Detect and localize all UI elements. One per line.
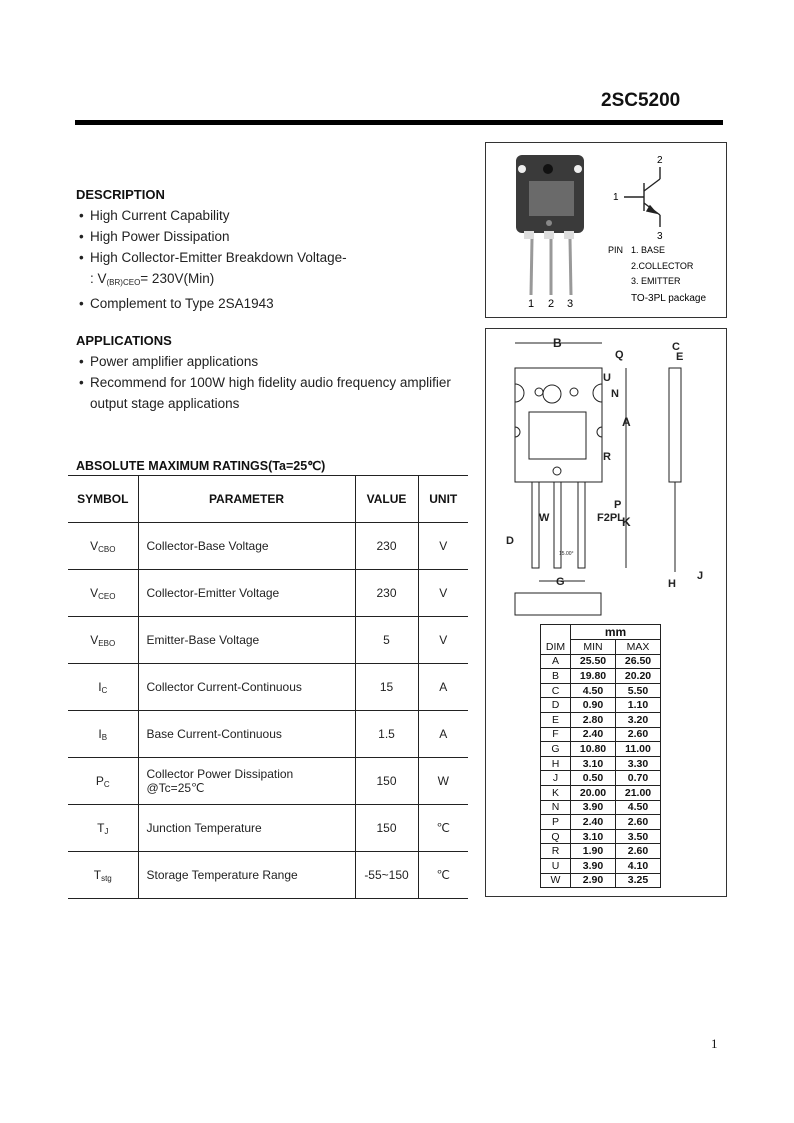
parameter-condition: @Tc=25℃ [146, 781, 205, 795]
ratings-title: ABSOLUTE MAXIMUM RATINGS(Ta=25℃) [76, 459, 326, 473]
item-text: High Current Capability [90, 208, 230, 223]
symbol-sub: B [101, 732, 108, 742]
dim-label: H [668, 578, 676, 590]
dim-min: 2.80 [571, 712, 616, 727]
symbol-sub: CBO [98, 544, 116, 554]
value: 1.5 [355, 711, 418, 758]
parameter-text: Collector Power Dissipation [146, 767, 294, 781]
table-row [68, 711, 468, 758]
dim-label: A [622, 415, 631, 429]
vbr-prefix: : V [90, 271, 107, 286]
parameter [138, 758, 355, 805]
col-min: MIN [571, 640, 616, 655]
col-symbol: SYMBOL [68, 476, 138, 523]
dim-max: 2.60 [616, 844, 661, 859]
dim-label: F2PL [597, 512, 624, 524]
package-name: TO-3PL package [631, 293, 707, 304]
dim-letter: E [541, 712, 571, 727]
list-item: • Complement to Type 2SA1943 [79, 296, 274, 311]
parameter-text: Storage Temperature Range [146, 868, 298, 882]
symbol-sub: CEO [98, 591, 116, 601]
dim-letter: P [541, 815, 571, 830]
pin-title: PIN [608, 245, 624, 255]
pin-label: 1 [528, 298, 535, 310]
item-text: output stage applications [90, 396, 240, 411]
value: 150 [355, 758, 418, 805]
package-photo [486, 143, 726, 317]
value: 230 [355, 570, 418, 617]
dim-label: E [676, 351, 684, 363]
dim-letter: G [541, 742, 571, 757]
dim-max: 2.60 [616, 815, 661, 830]
unit: V [418, 523, 468, 570]
pin-base: 1. BASE [631, 245, 666, 255]
dim-min: 0.50 [571, 771, 616, 786]
list-item: • High Power Dissipation [79, 229, 230, 244]
dim-label: U [603, 372, 611, 384]
dim-letter: U [541, 858, 571, 873]
dim-min: 2.90 [571, 873, 616, 888]
dim-letter: R [541, 844, 571, 859]
lead-3 [570, 239, 571, 295]
table-row [68, 570, 468, 617]
table-header [68, 476, 468, 523]
dim-max: 4.50 [616, 800, 661, 815]
table-row [68, 664, 468, 711]
symbol [68, 758, 138, 805]
parameter-text: Base Current-Continuous [146, 727, 282, 741]
dim-unit-row [541, 625, 661, 640]
dim-label: G [556, 576, 565, 588]
dim-max: 4.10 [616, 858, 661, 873]
unit: V [418, 570, 468, 617]
page-number: 1 [711, 1036, 718, 1051]
symbol [68, 617, 138, 664]
symbol [68, 570, 138, 617]
vbr-line [76, 268, 347, 293]
dim-max: 0.70 [616, 771, 661, 786]
dim-max: 3.30 [616, 756, 661, 771]
table-row [68, 523, 468, 570]
dim-max: 26.50 [616, 654, 661, 669]
dim-row [541, 771, 661, 786]
dim-letter: A [541, 654, 571, 669]
lead-1 [531, 239, 532, 295]
dim-max: 2.60 [616, 727, 661, 742]
description-list [76, 205, 347, 314]
symbol-sub: stg [101, 873, 112, 883]
dim-label: C [672, 341, 680, 353]
dim-letter: Q [541, 829, 571, 844]
npn-symbol-icon [624, 167, 660, 227]
dim-min: 1.90 [571, 844, 616, 859]
symbol-pin-1: 1 [613, 192, 619, 203]
symbol-pin-3: 3 [657, 231, 663, 242]
dim-min: 0.90 [571, 698, 616, 713]
dim-label: P [614, 499, 622, 511]
table-row [68, 852, 468, 899]
pin-label: 2 [548, 298, 555, 310]
dim-row [541, 858, 661, 873]
dim-max: 3.20 [616, 712, 661, 727]
part-number: 2SC5200 [601, 90, 681, 111]
pin-label: 3 [567, 298, 574, 310]
dim-max: 20.20 [616, 669, 661, 684]
value: 230 [355, 523, 418, 570]
list-item: • High Collector-Emitter Breakdown Voltage- [79, 250, 347, 265]
dim-letter: D [541, 698, 571, 713]
dim-min: 3.10 [571, 756, 616, 771]
ratings-table [68, 475, 468, 899]
item-text: High Collector-Emitter Breakdown Voltage- [90, 250, 347, 265]
symbol [68, 523, 138, 570]
dim-row [541, 654, 661, 669]
symbol-main: V [90, 538, 99, 553]
dim-letter: B [541, 669, 571, 684]
value: 150 [355, 805, 418, 852]
parameter-text: Collector-Base Voltage [146, 539, 269, 553]
dim-min: 10.80 [571, 742, 616, 757]
parameter-text: Collector Current-Continuous [146, 680, 302, 694]
applications-heading: APPLICATIONS [76, 333, 172, 348]
symbol [68, 805, 138, 852]
symbol-sub: C [103, 779, 110, 789]
dim-label: N [611, 388, 619, 400]
vbr-value: = 230V(Min) [140, 271, 215, 286]
symbol [68, 664, 138, 711]
parameter-text: Emitter-Base Voltage [146, 633, 260, 647]
unit: A [418, 664, 468, 711]
package-photo-box [485, 142, 727, 318]
table-row [68, 758, 468, 805]
col-max: MAX [616, 640, 661, 655]
dim-letter: W [541, 873, 571, 888]
dim-min: 2.40 [571, 815, 616, 830]
dim-label: D [506, 535, 514, 547]
dim-min: 19.80 [571, 669, 616, 684]
dim-max: 21.00 [616, 785, 661, 800]
dim-min: 3.90 [571, 858, 616, 873]
dim-letter: F [541, 727, 571, 742]
dim-min: 20.00 [571, 785, 616, 800]
dim-header-row [541, 640, 661, 655]
applications-list [76, 351, 451, 414]
parameter [138, 570, 355, 617]
dim-row [541, 873, 661, 888]
list-item: • Power amplifier applications [79, 354, 259, 369]
dim-label: B [553, 336, 562, 350]
unit: A [418, 711, 468, 758]
item-text: High Power Dissipation [90, 229, 230, 244]
parameter [138, 617, 355, 664]
dim-label: R [603, 451, 611, 463]
dim-letter: K [541, 785, 571, 800]
col-value: VALUE [355, 476, 418, 523]
outline-drawing [486, 329, 726, 619]
symbol-sub: EBO [98, 638, 116, 648]
list-item: • High Current Capability [79, 208, 230, 223]
dim-max: 3.25 [616, 873, 661, 888]
parameter [138, 523, 355, 570]
dim-row [541, 669, 661, 684]
unit: ℃ [418, 805, 468, 852]
dim-letter: H [541, 756, 571, 771]
dim-row [541, 712, 661, 727]
dim-min: 3.90 [571, 800, 616, 815]
item-text: Complement to Type 2SA1943 [90, 296, 274, 311]
dim-min: 3.10 [571, 829, 616, 844]
description-heading: DESCRIPTION [76, 187, 165, 202]
item-text: Recommend for 100W high fidelity audio frequency amplifier [90, 375, 451, 390]
symbol-sub: C [101, 685, 108, 695]
parameter [138, 711, 355, 758]
col-dim: DIM [541, 640, 571, 655]
dim-max: 3.50 [616, 829, 661, 844]
symbol-main: P [95, 773, 104, 788]
dim-min: 2.40 [571, 727, 616, 742]
parameter [138, 805, 355, 852]
symbol [68, 711, 138, 758]
table-row [68, 805, 468, 852]
symbol-sub: J [104, 826, 109, 836]
dim-row [541, 815, 661, 830]
table-row [68, 617, 468, 664]
parameter [138, 664, 355, 711]
dim-max: 1.10 [616, 698, 661, 713]
vbr-sub: (BR)CEO [106, 278, 141, 287]
value: -55~150 [355, 852, 418, 899]
dim-max: 11.00 [616, 742, 661, 757]
symbol-main: I [98, 726, 102, 741]
dim-letter: J [541, 771, 571, 786]
list-item [76, 393, 451, 414]
angle-label: 15.00° [559, 551, 574, 557]
dim-row [541, 756, 661, 771]
dim-row [541, 727, 661, 742]
dim-min: 25.50 [571, 654, 616, 669]
parameter [138, 852, 355, 899]
dim-row [541, 698, 661, 713]
dim-label: K [622, 515, 631, 529]
symbol [68, 852, 138, 899]
item-text: Power amplifier applications [90, 354, 259, 369]
dim-row [541, 829, 661, 844]
dim-label: J [697, 570, 704, 582]
unit: W [418, 758, 468, 805]
col-parameter: PARAMETER [138, 476, 355, 523]
dimensions-table [540, 624, 661, 888]
dim-label: W [539, 512, 550, 524]
dim-row [541, 683, 661, 698]
dim-row [541, 800, 661, 815]
dim-letter: C [541, 683, 571, 698]
pin-emitter: 3. EMITTER [631, 276, 681, 286]
unit: V [418, 617, 468, 664]
symbol-main: T [97, 820, 105, 835]
value: 5 [355, 617, 418, 664]
unit-header: mm [571, 625, 661, 640]
list-item: • Recommend for 100W high fidelity audio frequency amplifier [79, 375, 451, 390]
symbol-main: V [90, 632, 99, 647]
dim-letter: N [541, 800, 571, 815]
unit: ℃ [418, 852, 468, 899]
dim-label: Q [615, 349, 624, 361]
col-unit: UNIT [418, 476, 468, 523]
dim-max: 5.50 [616, 683, 661, 698]
dim-row [541, 742, 661, 757]
header-rule [75, 120, 723, 125]
parameter-text: Junction Temperature [146, 821, 262, 835]
symbol-pin-2: 2 [657, 155, 663, 166]
symbol-main: I [98, 679, 102, 694]
parameter-text: Collector-Emitter Voltage [146, 586, 280, 600]
pin-collector: 2.COLLECTOR [631, 261, 694, 271]
value: 15 [355, 664, 418, 711]
dim-row [541, 785, 661, 800]
symbol-main: T [93, 867, 102, 882]
symbol-main: V [90, 585, 99, 600]
dim-min: 4.50 [571, 683, 616, 698]
dim-row [541, 844, 661, 859]
